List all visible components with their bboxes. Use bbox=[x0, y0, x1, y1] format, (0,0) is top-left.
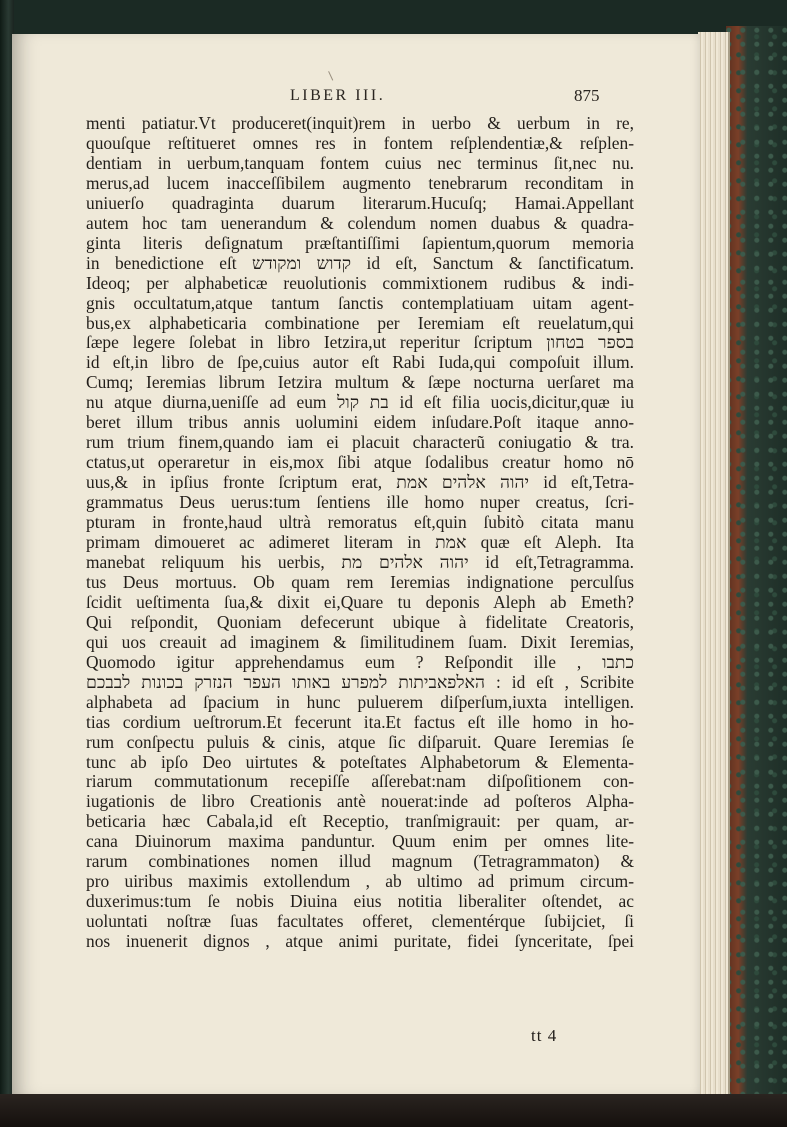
text-line: alphabeta ad ſpacium in hunc puluerem diſperſum,iuxta intelligen. bbox=[86, 691, 634, 712]
text-line: ctatus,ut operaretur in eis,mox ſibi atque ſodalibus creatur homo nō bbox=[86, 452, 634, 473]
text-line: Ideoq; per alphabeticæ reuolutionis commixtionem rudibus & indi- bbox=[86, 272, 634, 293]
text-line: autem hoc tam uenerandum & colendum nomen duabus & quadra- bbox=[86, 212, 634, 233]
text-line: qui uos creauit ad imaginem & ſimilitudinem ſuam. Dixit Ieremias, bbox=[86, 631, 634, 652]
scan-bottom-edge bbox=[0, 1094, 787, 1127]
text-line: ſcidit ueſtimenta ſua,& dixit ei,Quare tu deponis Aleph ab Emeth? bbox=[86, 591, 634, 612]
text-line: tias cordium ueſtrorum.Et fecerunt ita.Et factus eſt ille homo in ho- bbox=[86, 711, 634, 732]
text-line: id eſt,in libro de ſpe,cuius autor eſt Rabi Iuda,qui compoſuit illum. bbox=[86, 352, 634, 373]
text-line: riarum commutationum recepiſſe aſſerebat:nam diſpoſitionem con- bbox=[86, 771, 634, 792]
ink-mark bbox=[328, 69, 337, 80]
marbled-cover-edge bbox=[726, 26, 787, 1106]
body-text bbox=[86, 114, 634, 952]
text-line: pturam in fronte,haud ultrà remoratus eſt,quin ſubitò citata manu bbox=[86, 512, 634, 533]
text-line: merus,ad lucem inacceſſibilem augmento tenebrarum reconditam in bbox=[86, 172, 634, 193]
text-line: Cumq; Ieremias librum Ietzira multum & ſæpe nocturna uerſaret ma bbox=[86, 372, 634, 393]
running-head bbox=[12, 87, 700, 109]
text-line: primam dimoueret ac adimeret literam in אמת quæ eſt Aleph. Ita bbox=[86, 532, 634, 553]
text-line: cana Diuinorum maxima panduntur. Quum enim per omnes lite- bbox=[86, 831, 634, 852]
text-line: menti patiatur.Vt produceret(inquit)rem in uerbo & uerbum in re, bbox=[86, 113, 634, 133]
text-line: gnis occultatum,atque tantum ſanctis contemplatiuam uitam agent- bbox=[86, 292, 634, 313]
text-line: uoluntati noſtræ ſuas facultates offeret, clementérque ſubijciet, ſi bbox=[86, 911, 634, 932]
text-line: manebat reliquum his uerbis, יהוה אלהים מת id eſt,Tetragramma. bbox=[86, 551, 634, 572]
text-line: uus,& in ipſius fronte ſcriptum erat, יהוה אלהים אמת id eſt,Tetra- bbox=[86, 472, 634, 493]
text-line: ginta literis deſignatum præſtantiſſimi ſapientum,quorum memoria bbox=[86, 232, 634, 253]
text-line: rum conſpectu puluis & cinis, atque ſic diſparuit. Quare Ieremias ſe bbox=[86, 731, 634, 752]
text-line: uniuerſo quadraginta duarum literarum.Hucuſq; Hamai.Appellant bbox=[86, 192, 634, 213]
text-line: Qui reſpondit, Quoniam defecerunt ubique à fidelitate Creatoris, bbox=[86, 611, 634, 632]
text-line: rarum combinationes nomen illud magnum (Tetragrammaton) & bbox=[86, 851, 634, 872]
running-head-title: LIBER III. bbox=[290, 87, 386, 104]
text-line: quouſque reſtitueret omnes res in fontem reſplendentiæ,& reſplen- bbox=[86, 132, 634, 153]
page-fore-edge bbox=[698, 32, 730, 1102]
text-line: האלפאביתות למפרע באותו העפר הנזרק בכונות לבבכם : id eſt , Scribite bbox=[86, 671, 635, 692]
text-line: nu atque diurna,ueniſſe ad eum בת קול id eſt filia uocis,dicitur,quæ iu bbox=[86, 392, 634, 413]
text-line: Quomodo igitur apprehendamus eum ? Reſpondit ille , כתבו bbox=[86, 651, 634, 672]
text-line: pro uiribus maximis extollendum , ab ultimo ad primum circum- bbox=[86, 871, 634, 892]
text-line: iugationis de libro Creationis antè nouerat:inde ad poſteros Alpha- bbox=[86, 791, 634, 812]
text-line: nos inuenerit dignos , atque animi puritate, fidei ſynceritate, ſpei bbox=[86, 931, 634, 952]
book-page bbox=[12, 34, 700, 1094]
text-line: tunc ab ipſo Deo uirtutes & poteſtates Alphabetorum & Elementa- bbox=[86, 751, 634, 772]
text-line: beret illum tribus annis uolumini eidem inſudare.Poſt itaque anno- bbox=[86, 412, 634, 433]
text-line: beticaria hæc Cabala,id eſt Receptio, tranſmigrauit: per quam, ar- bbox=[86, 811, 634, 832]
text-line: dentiam in uerbum,tanquam fontem cuius nec terminus ſit,nec nu. bbox=[86, 152, 634, 173]
signature-mark: tt 4 bbox=[531, 1026, 558, 1045]
page-number: 875 bbox=[574, 86, 600, 105]
text-line: rum trium finem,quando iam ei placuit characterũ coniugatio & tra. bbox=[86, 432, 634, 453]
text-line: tus Deus mortuus. Ob quam rem Ieremias indignatione perculſus bbox=[86, 571, 634, 592]
text-line: ſæpe legere ſolebat in libro Ietzira,ut reperitur ſcriptum בספר בטחון bbox=[86, 332, 634, 353]
text-line: in benedictione eſt קדוש ומקודש id eſt, Sanctum & ſanctificatum. bbox=[86, 252, 634, 273]
text-line: bus,ex alphabeticaria combinatione per Ieremiam eſt reuelatum,qui bbox=[86, 312, 634, 333]
text-line: grammatus Deus uerus:tum ſentiens ille homo nuper creatus, ſcri- bbox=[86, 492, 634, 513]
text-line: duxerimus:tum ſe nobis Diuina eius notitia liberaliter oſtendet, ac bbox=[86, 891, 634, 912]
